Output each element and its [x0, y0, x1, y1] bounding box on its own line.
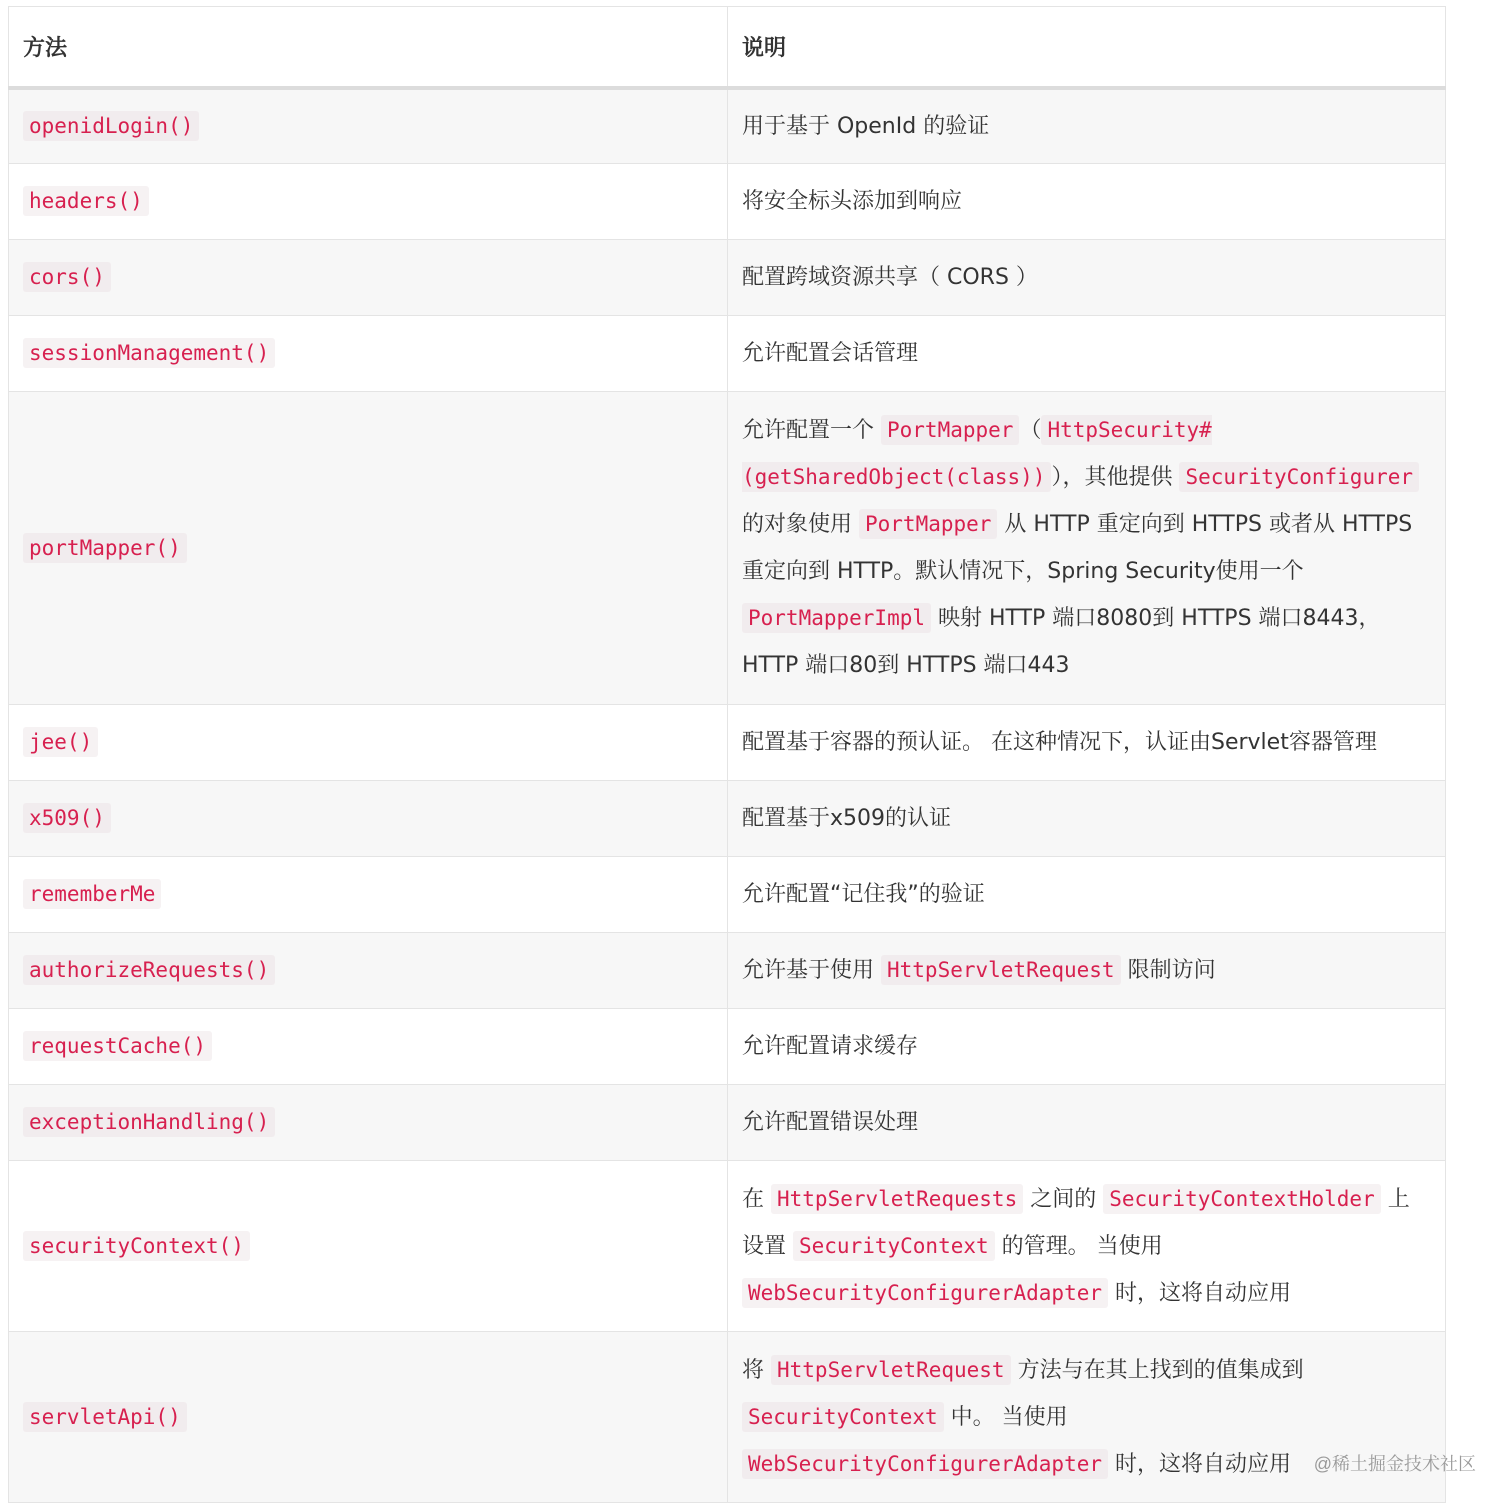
description-text: 允许配置错误处理	[742, 1110, 919, 1135]
description-cell	[728, 88, 1446, 164]
table-body	[9, 88, 1446, 1503]
inline-code: SecurityContextHolder	[1103, 1184, 1381, 1214]
description-text: 允许配置会话管理	[742, 341, 919, 366]
description-text: 配置基于容器的预认证。 在这种情况下，认证由Servlet容器管理	[742, 730, 1377, 755]
method-cell	[9, 1009, 728, 1085]
method-cell	[9, 857, 728, 933]
method-cell	[9, 1085, 728, 1161]
description-cell	[728, 705, 1446, 781]
table-row	[9, 933, 1446, 1009]
description-cell	[728, 1161, 1446, 1332]
inline-code: HttpServletRequests	[771, 1184, 1023, 1214]
method-name: portMapper()	[23, 533, 187, 563]
inline-code: WebSecurityConfigurerAdapter	[742, 1278, 1108, 1308]
description-text: 允许配置请求缓存	[742, 1034, 919, 1059]
table-row	[9, 316, 1446, 392]
description-cell	[728, 1085, 1446, 1161]
description-cell	[728, 781, 1446, 857]
table-row	[9, 164, 1446, 240]
description-text: （	[1019, 418, 1042, 443]
method-cell	[9, 240, 728, 316]
watermark: @稀土掘金技术社区	[1313, 1454, 1476, 1474]
description-cell	[728, 857, 1446, 933]
description-text: 将	[742, 1357, 771, 1383]
inline-code: SecurityContext	[742, 1402, 944, 1432]
method-cell	[9, 781, 728, 857]
description-text: 允许配置一个	[742, 418, 881, 443]
inline-code: PortMapper	[881, 415, 1019, 445]
method-name: servletApi()	[23, 1402, 187, 1432]
inline-code: SecurityConfigurer	[1179, 462, 1419, 492]
description-text: 上设置	[742, 1186, 1410, 1259]
description-text: 时，这将自动应用	[1108, 1280, 1292, 1306]
method-cell	[9, 705, 728, 781]
method-name: openidLogin()	[23, 111, 199, 141]
inline-code: WebSecurityConfigurerAdapter	[742, 1449, 1108, 1479]
methods-table	[8, 6, 1446, 1503]
description-cell	[728, 1009, 1446, 1085]
inline-code: HttpSecurity#(getSharedObject(class))	[742, 415, 1212, 492]
description-text: 配置基于x509的认证	[742, 806, 952, 831]
method-cell	[9, 316, 728, 392]
method-cell	[9, 164, 728, 240]
method-name: x509()	[23, 803, 111, 833]
description-text: 的对象使用	[742, 512, 859, 537]
inline-code: HttpServletRequest	[881, 955, 1121, 985]
method-name: jee()	[23, 727, 98, 757]
description-cell	[728, 316, 1446, 392]
description-text: 之间的	[1023, 1186, 1104, 1212]
description-cell	[728, 1332, 1446, 1503]
inline-code: PortMapperImpl	[742, 603, 931, 633]
table-header-row	[9, 7, 1446, 88]
header-description: 说明	[728, 7, 1446, 88]
description-text: 限制访问	[1120, 958, 1216, 983]
description-text: 允许基于使用	[742, 958, 881, 983]
description-cell	[728, 164, 1446, 240]
header-method: 方法	[9, 7, 728, 88]
description-text: ），其他提供	[1051, 465, 1180, 490]
method-name: cors()	[23, 262, 111, 292]
method-cell	[9, 88, 728, 164]
method-name: securityContext()	[23, 1231, 250, 1261]
description-text: 将安全标头添加到响应	[742, 189, 963, 214]
method-cell	[9, 392, 728, 705]
table-row	[9, 240, 1446, 316]
method-cell	[9, 1161, 728, 1332]
method-name: sessionManagement()	[23, 338, 275, 368]
method-name: requestCache()	[23, 1031, 212, 1061]
description-cell	[728, 240, 1446, 316]
description-text: 配置跨域资源共享（ CORS ）	[742, 265, 1038, 290]
inline-code: PortMapper	[859, 509, 997, 539]
inline-code: HttpServletRequest	[771, 1355, 1011, 1385]
table-row	[9, 705, 1446, 781]
description-cell	[728, 392, 1446, 705]
description-text: 用于基于 OpenId 的验证	[742, 113, 990, 139]
table-row	[9, 857, 1446, 933]
method-name: authorizeRequests()	[23, 955, 275, 985]
method-name: headers()	[23, 186, 149, 216]
table-row	[9, 88, 1446, 164]
description-text: 映射 HTTP 端口8080到 HTTPS 端口8443，HTTP 端口80到 HTTPS 端口443	[742, 606, 1381, 678]
table-row	[9, 1332, 1446, 1503]
method-name: rememberMe	[23, 879, 161, 909]
description-text: 时，这将自动应用	[1108, 1451, 1292, 1477]
method-name: exceptionHandling()	[23, 1107, 275, 1137]
description-text: 中。 当使用	[943, 1404, 1068, 1430]
description-text: 的管理。 当使用	[994, 1233, 1163, 1259]
description-cell	[728, 933, 1446, 1009]
table-row	[9, 1009, 1446, 1085]
inline-code: SecurityContext	[793, 1231, 995, 1261]
method-cell	[9, 1332, 728, 1503]
description-text: 允许配置“记住我”的验证	[742, 882, 985, 907]
table-row	[9, 1161, 1446, 1332]
description-text: 从 HTTP 重定向到 HTTPS 或者从 HTTPS 重定向到 HTTP。默认情况下，Spring Security使用一个	[742, 512, 1413, 584]
description-text: 方法与在其上找到的值集成到	[1010, 1357, 1304, 1383]
table-row	[9, 392, 1446, 705]
description-text: 在	[742, 1186, 771, 1212]
table-row	[9, 1085, 1446, 1161]
method-cell	[9, 933, 728, 1009]
table-row	[9, 781, 1446, 857]
